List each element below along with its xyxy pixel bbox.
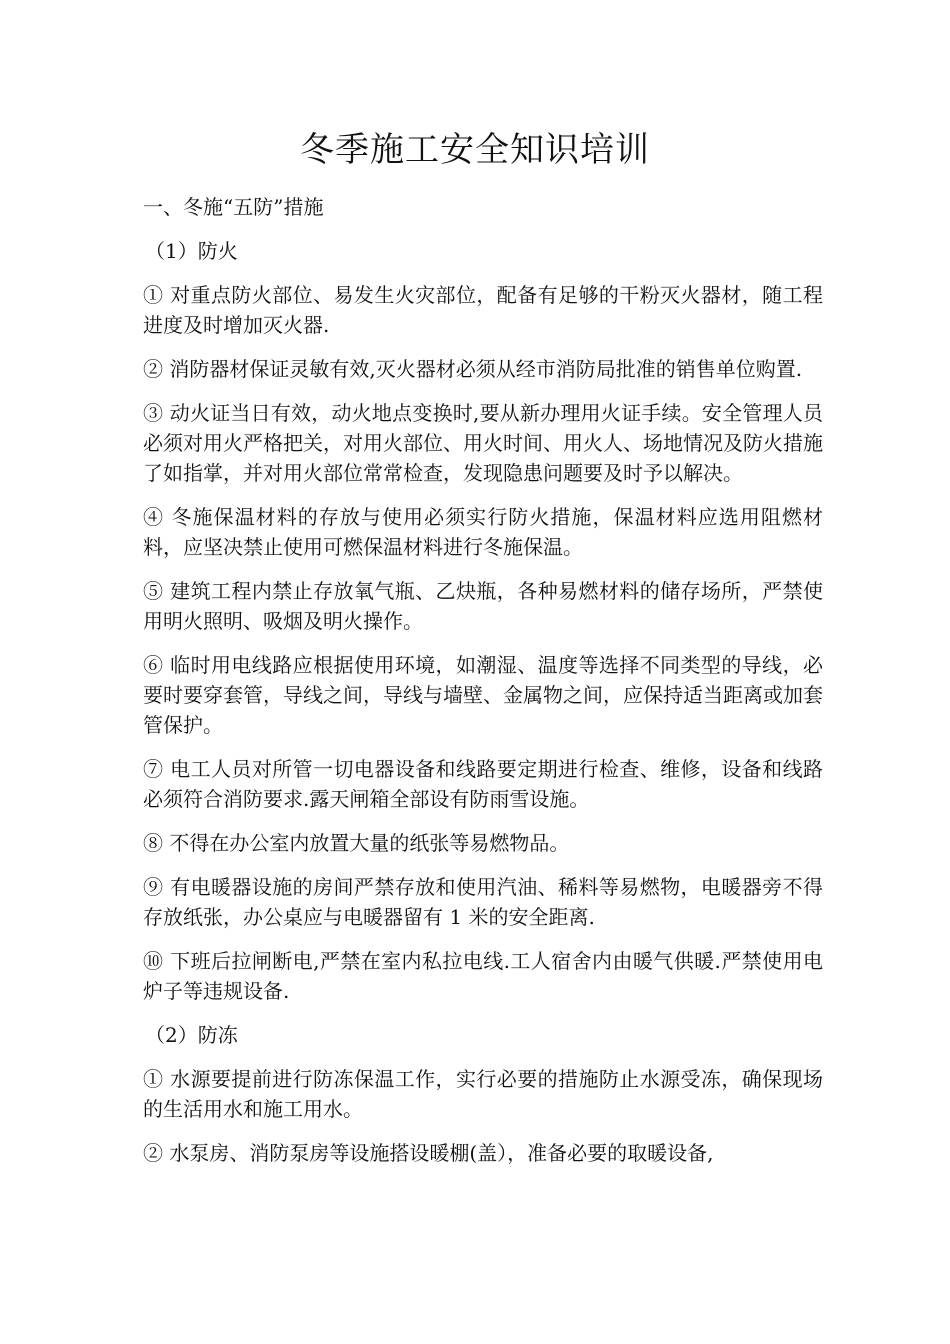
- freeze-item-1: ① 水源要提前进行防冻保温工作，实行必要的措施防止水源受冻，确保现场的生活用水和施工用水。: [143, 1067, 823, 1121]
- fire-item-7: ⑦ 电工人员对所管一切电器设备和线路要定期进行检查、维修，设备和线路必须符合消防要求.露天闸箱全部设有防雨雪设施。: [143, 757, 823, 811]
- subsection-heading-fire: （1）防火: [145, 239, 238, 263]
- fire-item-9: ⑨ 有电暖器设施的房间严禁存放和使用汽油、稀料等易燃物，电暖器旁不得存放纸张，办公桌应与电暖器留有 1 米的安全距离.: [143, 875, 823, 929]
- fire-item-4: ④ 冬施保温材料的存放与使用必须实行防火措施，保温材料应选用阻燃材料，应坚决禁止使用可燃保温材料进行冬施保温。: [143, 505, 823, 559]
- subsection-heading-freeze: （2）防冻: [145, 1023, 238, 1047]
- section-heading: 一、冬施“五防”措施: [143, 195, 324, 219]
- document-body: [143, 192, 823, 1182]
- freeze-item-2: ② 水泵房、消防泵房等设施搭设暖棚(盖），准备必要的取暖设备,: [143, 1141, 714, 1165]
- document-title: 冬季施工安全知识培训: [300, 130, 650, 170]
- fire-item-8: ⑧ 不得在办公室内放置大量的纸张等易燃物品。: [143, 831, 570, 855]
- fire-item-10: ⑩ 下班后拉闸断电,严禁在室内私拉电线.工人宿舍内由暖气供暖.严禁使用电炉子等违规设备.: [143, 949, 823, 1003]
- fire-item-2: ② 消防器材保证灵敏有效,灭火器材必须从经市消防局批准的销售单位购置.: [143, 357, 803, 381]
- fire-item-1: ① 对重点防火部位、易发生火灾部位，配备有足够的干粉灭火器材，随工程进度及时增加灭火器.: [143, 283, 823, 337]
- fire-item-3: ③ 动火证当日有效，动火地点变换时,要从新办理用火证手续。安全管理人员必须对用火严格把关，对用火部位、用火时间、用火人、场地情况及防火措施了如指掌，并对用火部位常常检查，发现隐患问题要及时予以解决。: [143, 401, 823, 485]
- fire-item-5: ⑤ 建筑工程内禁止存放氧气瓶、乙炔瓶，各种易燃材料的储存场所，严禁使用明火照明、吸烟及明火操作。: [143, 579, 823, 633]
- fire-item-6: ⑥ 临时用电线路应根据使用环境，如潮湿、温度等选择不同类型的导线，必要时要穿套管，导线之间，导线与墙壁、金属物之间，应保持适当距离或加套管保护。: [143, 653, 823, 737]
